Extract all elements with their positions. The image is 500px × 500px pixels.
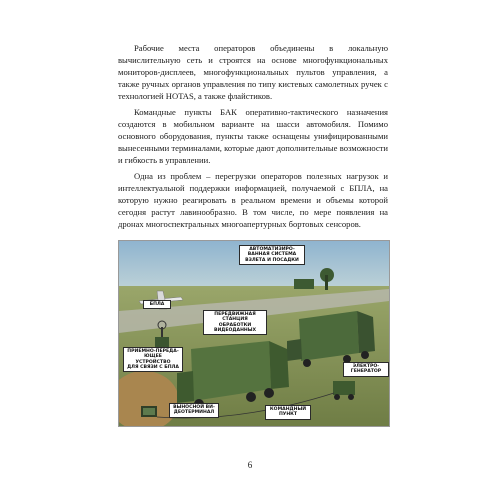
label-transceiver: ПРИЕМНО-ПЕРЕДА- ЮЩЕЕ УСТРОЙСТВО ДЛЯ СВЯЗИ С БПЛА: [123, 347, 183, 372]
label-mobile-station: ПЕРЕДВИЖНАЯ СТАНЦИЯ ОБРАБОТКИ ВИДЕОДАННЫХ: [203, 310, 267, 335]
label-command-post: КОМАНДНЫЙ ПУНКТ: [265, 405, 311, 420]
paragraph-3: Одна из проблем – перегрузки операторов полезных нагрузок и интеллектуальной поддержки информацией, получаемой с БПЛА, на которую нужно реагировать в реальном времени и объемы которой сегодня растут лавинообразно. В том числе, по мере появления на дронах многоспектральных многоапертурных бортовых сенсоров.: [118, 170, 388, 230]
paragraph-2: Командные пункты БАК оперативно-тактического назначения создаются в мобильном варианте на шасси автомобиля. Помимо основного оборудования, пункты также оснащены унифицированными вынесенными терминалами, которые дают дополнительные возможности и гибкость в управлении.: [118, 106, 388, 166]
page-number: 6: [247, 460, 253, 470]
body-text: [118, 42, 388, 234]
label-generator: ЭЛЕКТРО- ГЕНЕРАТОР: [343, 362, 389, 377]
label-auto-system: АВТОМАТИЗИРО- ВАННАЯ СИСТЕМА ВЗЛЕТА И ПОСАДКИ: [239, 245, 305, 265]
uav-complex-illustration: [118, 240, 390, 427]
label-uav: БПЛА: [143, 300, 171, 309]
label-remote-terminal: ВЫНОСНОЙ ВИ- ДЕОТЕРМИНАЛ: [169, 403, 219, 418]
remote-terminal-icon: [141, 406, 157, 417]
paragraph-1: Рабочие места операторов объединены в локальную вычислительную сеть и строятся на основе многофункциональных мониторов-дисплеев, многофункциональных пультов управления, а также ручных органов управления по типу кистевых самолетных ручек с технологией HOTAS, а также флайстиков.: [118, 43, 388, 102]
